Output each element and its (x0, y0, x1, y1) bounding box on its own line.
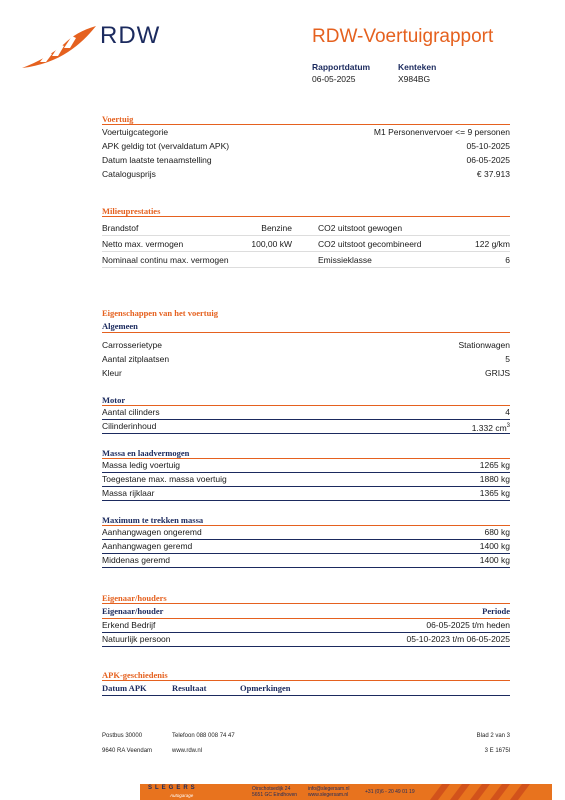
banner-contact (308, 786, 349, 798)
massa-value: 1365 kg (479, 488, 510, 498)
section-milieu-title: Milieuprestaties (102, 206, 161, 216)
milieu-label-2: Emissieklasse (318, 255, 372, 265)
motor-unit-sup: 3 (506, 423, 510, 429)
kenteken-value: X984BG (398, 74, 431, 84)
eigenaar-value: 06-05-2025 t/m heden (426, 620, 510, 630)
banner-phone: +31 (0)6 - 20 49 01 19 (365, 789, 415, 795)
algemeen-value: GRIJS (484, 368, 510, 378)
algemeen-title: Algemeen (102, 321, 138, 331)
voertuig-label: Datum laatste tenaamstelling (102, 155, 212, 165)
footer-blad: Blad 2 van 3 (476, 733, 510, 739)
algemeen-value: Stationwagen (458, 340, 510, 350)
motor-label: Cilinderinhoud (102, 421, 157, 431)
massa-value: 1265 kg (479, 460, 510, 470)
section-voertuig-title: Voertuig (102, 114, 134, 124)
report-title: RDW-Voertuigrapport (312, 26, 494, 47)
milieu-label-2: CO2 uitstoot gecombineerd (318, 239, 422, 249)
voertuig-label: Catalogusprijs (102, 169, 156, 179)
trekken-label: Middenas geremd (102, 555, 171, 565)
massa-label: Massa ledig voertuig (102, 460, 180, 470)
footer-code: 3 E 1675l (484, 748, 510, 754)
algemeen-label: Kleur (102, 368, 122, 378)
eigenaar-label: Erkend Bedrijf (102, 620, 156, 630)
algemeen-label: Carrosserietype (102, 340, 162, 350)
milieu-value-1: Benzine (261, 223, 292, 233)
trekken-label: Aanhangwagen ongeremd (102, 527, 202, 537)
trekken-value: 680 kg (484, 527, 510, 537)
massa-label: Toegestane max. massa voertuig (102, 474, 227, 484)
voertuig-value: M1 Personenvervoer <= 9 personen (373, 127, 510, 137)
rdw-logo-icon (18, 22, 100, 72)
apk-col-datum: Datum APK (102, 683, 147, 693)
apk-col-resultaat: Resultaat (172, 683, 207, 693)
algemeen-value: 5 (505, 354, 510, 364)
trekken-value: 1400 kg (479, 541, 510, 551)
banner-address2: 5651 GC Eindhoven (252, 792, 298, 798)
banner-tagline: Autogarage (170, 793, 194, 798)
milieu-label-1: Nominaal continu max. vermogen (102, 255, 229, 265)
eigenaar-col-left: Eigenaar/houder (102, 606, 164, 616)
eigenaar-label: Natuurlijk persoon (102, 634, 171, 644)
eigenaar-col-right: Periode (482, 606, 510, 616)
rapportdatum-label: Rapportdatum (312, 62, 371, 72)
milieu-label-2: CO2 uitstoot gewogen (318, 223, 403, 233)
milieu-value-1: 100,00 kW (251, 239, 292, 249)
milieu-value-2: 6 (505, 255, 510, 265)
banner-brand: SLEGERS (148, 785, 198, 791)
massa-value: 1880 kg (479, 474, 510, 484)
eigenaar-value: 05-10-2023 t/m 06-05-2025 (406, 634, 510, 644)
voertuig-label: Voertuigcategorie (102, 127, 169, 137)
trekken-label: Aanhangwagen geremd (102, 541, 193, 551)
banner-email: info@slegersam.nl (308, 786, 350, 792)
milieu-label-1: Brandstof (102, 223, 139, 233)
voertuig-value: 06-05-2025 (466, 155, 510, 165)
footer-postbus: Postbus 30000 (102, 733, 143, 739)
algemeen-label: Aantal zitplaatsen (102, 354, 170, 364)
motor-value: 1.332 $cm^3$ (471, 422, 510, 433)
section-apk-title: APK-geschiedenis (102, 670, 168, 680)
voertuig-label: APK geldig tot (vervaldatum APK) (102, 141, 230, 151)
milieu-value-2: 122 g/km (475, 239, 510, 249)
banner-address1: Oirschotsedijk 24 (252, 786, 291, 792)
voertuig-value: € 37.913 (476, 169, 510, 179)
massa-label: Massa rijklaar (102, 488, 155, 498)
footer-web: www.rdw.nl (172, 748, 203, 754)
section-eigenschappen-title: Eigenschappen van het voertuig (102, 308, 218, 318)
massa-title: Massa en laadvermogen (102, 448, 190, 458)
trekken-title: Maximum te trekken massa (102, 515, 204, 525)
banner-stripes-icon (430, 784, 550, 800)
motor-label: Aantal cilinders (102, 407, 160, 417)
apk-col-opmerkingen: Opmerkingen (240, 683, 291, 693)
section-eigenaar-title: Eigenaar/houders (102, 593, 167, 603)
rapportdatum-value: 06-05-2025 (312, 74, 356, 84)
garage-banner (140, 784, 552, 800)
footer-telefoon: Telefoon 088 008 74 47 (172, 733, 235, 739)
trekken-value: 1400 kg (479, 555, 510, 565)
banner-website: www.slegersam.nl (308, 792, 349, 798)
milieu-label-1: Netto max. vermogen (102, 239, 184, 249)
logo-text: RDW (100, 22, 161, 49)
voertuig-value: 05-10-2025 (466, 141, 510, 151)
banner-address (252, 786, 297, 798)
motor-value: 4 (505, 407, 510, 417)
kenteken-label: Kenteken (398, 62, 437, 72)
motor-title: Motor (102, 395, 126, 405)
footer-plaats: 9640 RA Veendam (102, 748, 153, 754)
